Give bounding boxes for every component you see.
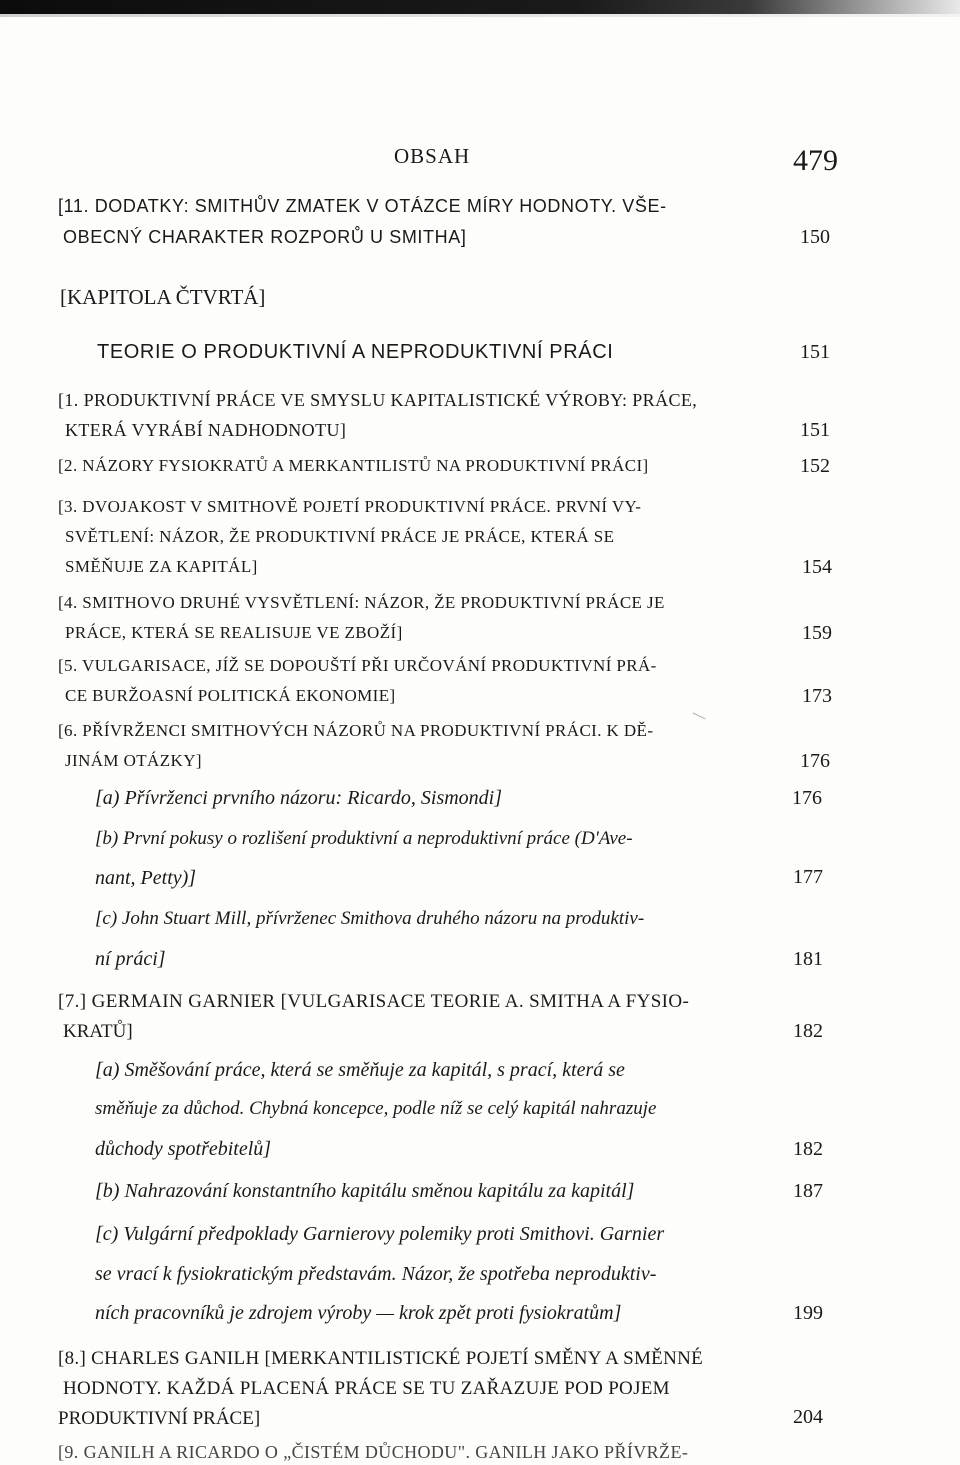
toc-page-number: 173 bbox=[802, 685, 832, 707]
toc-subentry-line: [b) První pokusy o rozlišení produktivní a neproduktivní práce (D'Ave- bbox=[95, 828, 633, 849]
toc-page-number: 187 bbox=[793, 1180, 823, 1202]
toc-entry-line: [8.] CHARLES GANILH [MERKANTILISTICKÉ POJETÍ SMĚNY A SMĚNNÉ bbox=[58, 1348, 704, 1369]
chapter-heading: [KAPITOLA ČTVRTÁ] bbox=[60, 285, 266, 309]
page-number: 479 bbox=[793, 144, 838, 177]
toc-page-number: 182 bbox=[793, 1138, 823, 1160]
page-header-title: OBSAH bbox=[394, 144, 471, 168]
toc-subentry-line: směňuje za důchod. Chybná koncepce, podle níž se celý kapitál nahrazuje bbox=[95, 1098, 657, 1119]
toc-entry-line: PRODUKTIVNÍ PRÁCE] bbox=[58, 1408, 261, 1429]
toc-subentry-line: ní práci] bbox=[95, 948, 166, 970]
toc-page-number: 154 bbox=[802, 556, 832, 578]
toc-page-number: 176 bbox=[800, 750, 830, 772]
toc-entry-line: [7.] GERMAIN GARNIER [VULGARISACE TEORIE A. SMITHA A FYSIO- bbox=[58, 991, 690, 1012]
toc-page-number: 182 bbox=[793, 1020, 823, 1042]
scan-top-edge bbox=[0, 0, 960, 14]
toc-page-number: 177 bbox=[793, 866, 823, 888]
scan-speck bbox=[688, 713, 705, 729]
toc-entry-line: [11. DODATKY: SMITHŮV ZMATEK V OTÁZCE MÍRY HODNOTY. VŠE- bbox=[58, 196, 667, 216]
toc-subentry-line: nant, Petty)] bbox=[95, 867, 197, 889]
toc-entry-line: JINÁM OTÁZKY] bbox=[65, 751, 202, 770]
toc-subentry-line: ních pracovníků je zdrojem výroby — krok zpět proti fysiokratům] bbox=[95, 1302, 622, 1324]
toc-entry-line: [6. PŘÍVRŽENCI SMITHOVÝCH NÁZORŮ NA PRODUKTIVNÍ PRÁCI. K DĚ- bbox=[58, 721, 654, 740]
toc-page-number: 204 bbox=[793, 1406, 823, 1428]
toc-subentry-line: se vrací k fysiokratickým představám. Názor, že spotřeba neproduktiv- bbox=[95, 1263, 657, 1285]
toc-entry-line: SMĚŇUJE ZA KAPITÁL] bbox=[65, 557, 258, 576]
toc-page-number: 159 bbox=[802, 622, 832, 644]
toc-page-number: 150 bbox=[800, 226, 830, 248]
chapter-title: TEORIE O PRODUKTIVNÍ A NEPRODUKTIVNÍ PRÁCI bbox=[97, 341, 614, 363]
toc-entry-line: CE BURŽOASNÍ POLITICKÁ EKONOMIE] bbox=[65, 686, 396, 705]
toc-entry-line: OBECNÝ CHARAKTER ROZPORŮ U SMITHA] bbox=[63, 227, 467, 247]
toc-page-number: 151 bbox=[800, 419, 830, 441]
toc-entry-line: KRATŮ] bbox=[63, 1021, 133, 1042]
toc-entry-line: KTERÁ VYRÁBÍ NADHODNOTU] bbox=[65, 420, 347, 440]
toc-page-number: 199 bbox=[793, 1302, 823, 1324]
toc-entry-line: PRÁCE, KTERÁ SE REALISUJE VE ZBOŽÍ] bbox=[65, 623, 403, 642]
toc-subentry-line: [a) Směšování práce, která se směňuje za kapitál, s prací, která se bbox=[95, 1059, 625, 1081]
toc-subentry-line: důchody spotřebitelů] bbox=[95, 1138, 272, 1160]
toc-subentry-line: [c) John Stuart Mill, přívrženec Smithova druhého názoru na produktiv- bbox=[95, 908, 645, 929]
toc-subentry-line: [c) Vulgární předpoklady Garnierovy polemiky proti Smithovi. Garnier bbox=[95, 1223, 665, 1245]
toc-page-number: 181 bbox=[793, 948, 823, 970]
toc-entry-line: [4. SMITHOVO DRUHÉ VYSVĚTLENÍ: NÁZOR, ŽE PRODUKTIVNÍ PRÁCE JE bbox=[58, 593, 665, 612]
toc-page-number: 176 bbox=[792, 787, 822, 809]
toc-subentry-line: [b) Nahrazování konstantního kapitálu směnou kapitálu za kapitál] bbox=[95, 1180, 635, 1202]
toc-entry-line: [2. NÁZORY FYSIOKRATŮ A MERKANTILISTŮ NA PRODUKTIVNÍ PRÁCI] bbox=[58, 456, 649, 475]
toc-entry-line: [3. DVOJAKOST V SMITHOVĚ POJETÍ PRODUKTIVNÍ PRÁCE. PRVNÍ VY- bbox=[58, 497, 642, 516]
toc-subentry-line: [a) Přívrženci prvního názoru: Ricardo, Sismondi] bbox=[95, 787, 503, 809]
toc-entry-line: HODNOTY. KAŽDÁ PLACENÁ PRÁCE SE TU ZAŘAZUJE POD POJEM bbox=[63, 1378, 670, 1399]
toc-page-number: 151 bbox=[800, 341, 830, 363]
toc-entry-line: [9. GANILH A RICARDO O „ČISTÉM DŮCHODU". GANILH JAKO PŘÍVRŽE- bbox=[58, 1442, 689, 1462]
toc-page-number: 152 bbox=[800, 455, 830, 477]
toc-entry-line: SVĚTLENÍ: NÁZOR, ŽE PRODUKTIVNÍ PRÁCE JE PRÁCE, KTERÁ SE bbox=[65, 527, 615, 546]
toc-entry-line: [1. PRODUKTIVNÍ PRÁCE VE SMYSLU KAPITALISTICKÉ VÝROBY: PRÁCE, bbox=[58, 390, 698, 410]
toc-entry-line: [5. VULGARISACE, JÍŽ SE DOPOUŠTÍ PŘI URČOVÁNÍ PRODUKTIVNÍ PRÁ- bbox=[58, 656, 657, 675]
